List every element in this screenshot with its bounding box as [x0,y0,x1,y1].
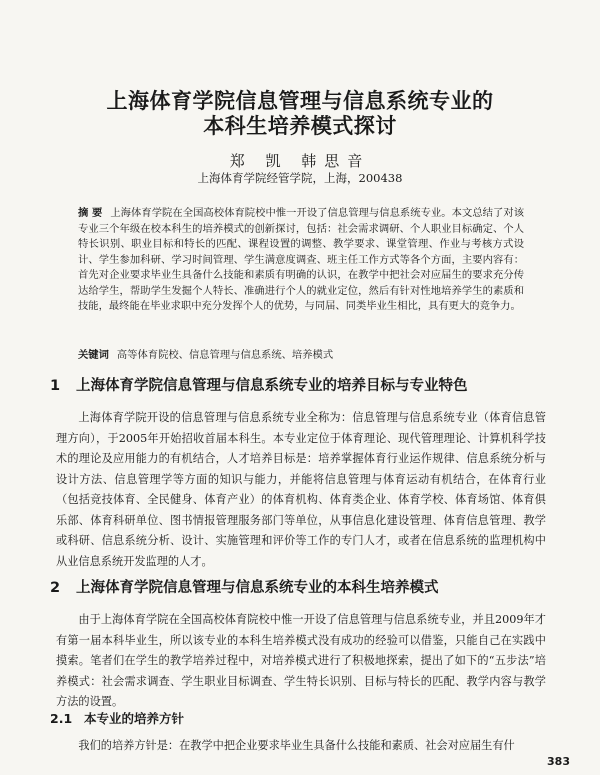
abstract-label: 摘 要 [78,207,103,219]
page-number: 383 [547,755,570,768]
section-1-paragraph: 上海体育学院开设的信息管理与信息系统专业全称为：信息管理与信息系统专业（体育信息管理方向），于2005年开始招收首届本科生。本专业定位于体育理论、现代管理理论、计算机科学技术的理论及应用能力的有机结合，人才培养目标是：培养掌握体育行业运作规律、信息系统分析与设计方法、信息管理学等方面的知识与能力，并能将信息管理与体育运动有机结合，在体育行业（包括竞技体育、全民健身、体育产业）的体育机构、体育类企业、体育学校、体育场馆、体育俱乐部、体育科研单位、图书情报管理服务部门等单位，从事信息化建设管理、体育信息管理、教学或科研、信息系统分析、设计、实施管理和评价等工作的专门人才，或者在信息系统的监理机构中从业信息系统开发监理的人才。 [56,411,546,568]
section-1-heading [50,376,570,396]
authors: 郑 凯 韩思音 [229,152,371,170]
section-1-title: 上海体育学院信息管理与信息系统专业的培养目标与专业特色 [76,378,468,394]
section-1-number: 1 [50,378,61,394]
title-line-1: 上海体育学院信息管理与信息系统专业的 [106,89,494,113]
section-2-paragraph: 由于上海体育学院在全国高校体育院校中惟一开设了信息管理与信息系统专业，并且2009年才有第一届本科毕业生，所以该专业的本科生培养模式没有成功的经验可以借鉴，只能自己在实践中摸索。笔者们在学生的教学培养过程中，对培养模式进行了积极地探索，提出了如下的“五步法”培养模式：社会需求调查、学生职业目标调查、学生特长识别、目标与特长的匹配、教学内容与教学方法的设置。 [56,613,546,708]
subsection-2-1-paragraph: 我们的培养方针是：在教学中把企业要求毕业生具备什么技能和素质、社会对应届生有什 [78,739,515,752]
subsection-2-1-heading [50,710,570,728]
keywords [78,348,524,363]
abstract-text: 上海体育学院在全国高校体育院校中惟一开设了信息管理与信息系统专业。本文总结了对该专业三个年级在校本科生的培养模式的创新探讨，包括：社会需求调研、个人职业目标确定、个人特长识别、职业目标和特长的匹配、课程设置的调整、教学要求、课堂管理、作业与考核方式设计、学生参加科研、学习时间管理、学生满意度调查、班主任工作方式等各个方面，主要内容有：首先对企业要求毕业生具备什么技能和素质有明确的认识，在教学中把社会对应届生的要求充分传达给学生，帮助学生发掘个人特长、准确进行个人的就业定位，然后有针对性地培养学生的素质和技能，最终能在毕业求职中充分发挥个人的优势，与同届、同类毕业生相比，具有更大的竞争力。 [78,207,525,312]
subsection-2-1-number: 2.1 [50,711,73,726]
section-2-heading [50,578,570,598]
abstract [78,206,524,315]
affiliation: 上海体育学院经管学院，上海，200438 [197,171,403,185]
section-2-title: 上海体育学院信息管理与信息系统专业的本科生培养模式 [76,580,439,596]
keywords-label: 关键词 [78,349,109,361]
subsection-2-1-title: 本专业的培养方针 [84,711,185,726]
section-2-number: 2 [50,580,61,596]
keywords-text: 高等体育院校、信息管理与信息系统、培养模式 [116,349,334,361]
title-line-2: 本科生培养模式探讨 [203,114,397,138]
